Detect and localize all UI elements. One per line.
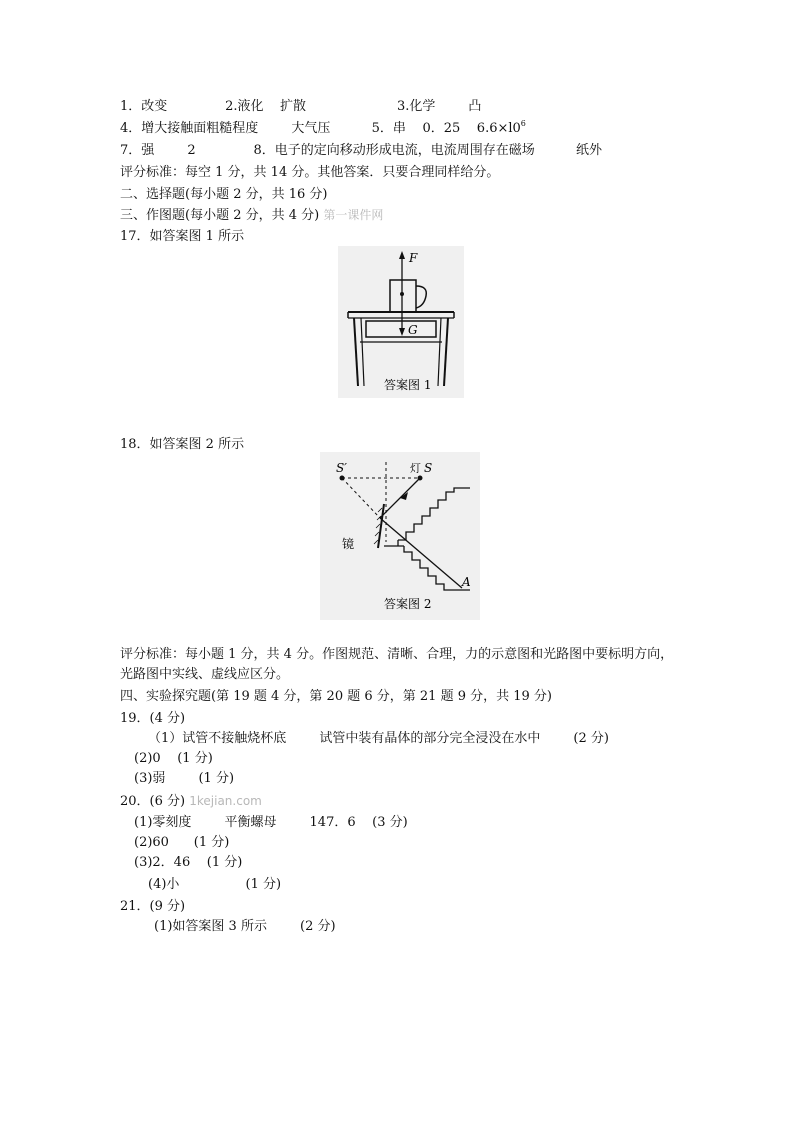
q19-part-3: (3)弱 (1 分) [134, 771, 235, 786]
figure-1-drawing [338, 246, 464, 398]
question-19: 19．(4 分) [120, 711, 186, 726]
q19-part-2: (2)0 (1 分) [134, 751, 213, 766]
question-18: 18．如答案图 2 所示 [120, 437, 245, 452]
section-3-heading [120, 206, 383, 225]
q21-part-1: (1)如答案图 3 所示 (2 分) [154, 919, 336, 934]
label-lamp: 灯 [410, 462, 421, 475]
answer-line-3: 7．强 2 8．电子的定向移动形成电流，电流周围存在磁场 纸外 [120, 143, 603, 158]
question-20-text: 20．(6 分) [120, 794, 190, 809]
label-image-s: S′ [336, 461, 347, 475]
q20-part-3: (3)2．46 (1 分) [134, 855, 243, 870]
section-2-heading: 二、选择题(每小题 2 分，共 16 分) [120, 187, 328, 202]
q20-part-2: (2)60 (1 分) [134, 835, 230, 850]
section-3-heading-text: 三、作图题(每小题 2 分，共 4 分) [120, 208, 324, 223]
answer-line-2-text: 4．增大接触面粗糙程度 大气压 5．串 0．25 6.6×l0 [120, 121, 521, 136]
figure-2-caption: 答案图 2 [384, 597, 432, 611]
watermark-2: 1kejian.com [189, 794, 262, 808]
answer-line-1: 1．改变 2.液化 扩散 3.化学 凸 [120, 99, 482, 114]
label-point-a: A [462, 575, 471, 589]
exponent: 6 [520, 119, 526, 128]
q19-part-1: （1）试管不接触烧杯底 试管中装有晶体的部分完全浸没在水中 (2 分) [148, 731, 609, 746]
force-label-g: G [408, 323, 418, 337]
figure-1 [338, 246, 464, 398]
question-20 [120, 792, 262, 811]
answer-line-2 [120, 120, 526, 138]
force-label-f: F [409, 251, 418, 265]
label-source-s: S [424, 461, 433, 475]
watermark-1: 第一课件网 [323, 208, 384, 222]
figure-2 [320, 452, 480, 620]
question-17: 17．如答案图 1 所示 [120, 229, 245, 244]
scoring-note-2-cont: 光路图中实线、虚线应区分。 [120, 667, 290, 682]
q20-part-1: (1)零刻度 平衡螺母 147．6 (3 分) [134, 815, 408, 830]
q20-part-4: (4)小 (1 分) [148, 877, 282, 892]
figure-2-drawing [320, 452, 480, 620]
label-mirror: 镜 [342, 537, 355, 551]
scoring-note-1: 评分标准：每空 1 分，共 14 分。其他答案．只要合理同样给分。 [120, 165, 500, 180]
section-4-heading: 四、实验探究题(第 19 题 4 分，第 20 题 6 分，第 21 题 9 分，共 19 分) [120, 689, 552, 704]
scoring-note-2: 评分标准：每小题 1 分，共 4 分。作图规范、清晰、合理，力的示意图和光路图中要标明方向， [120, 647, 674, 662]
question-21: 21．(9 分) [120, 899, 186, 914]
figure-1-caption: 答案图 1 [384, 378, 432, 392]
